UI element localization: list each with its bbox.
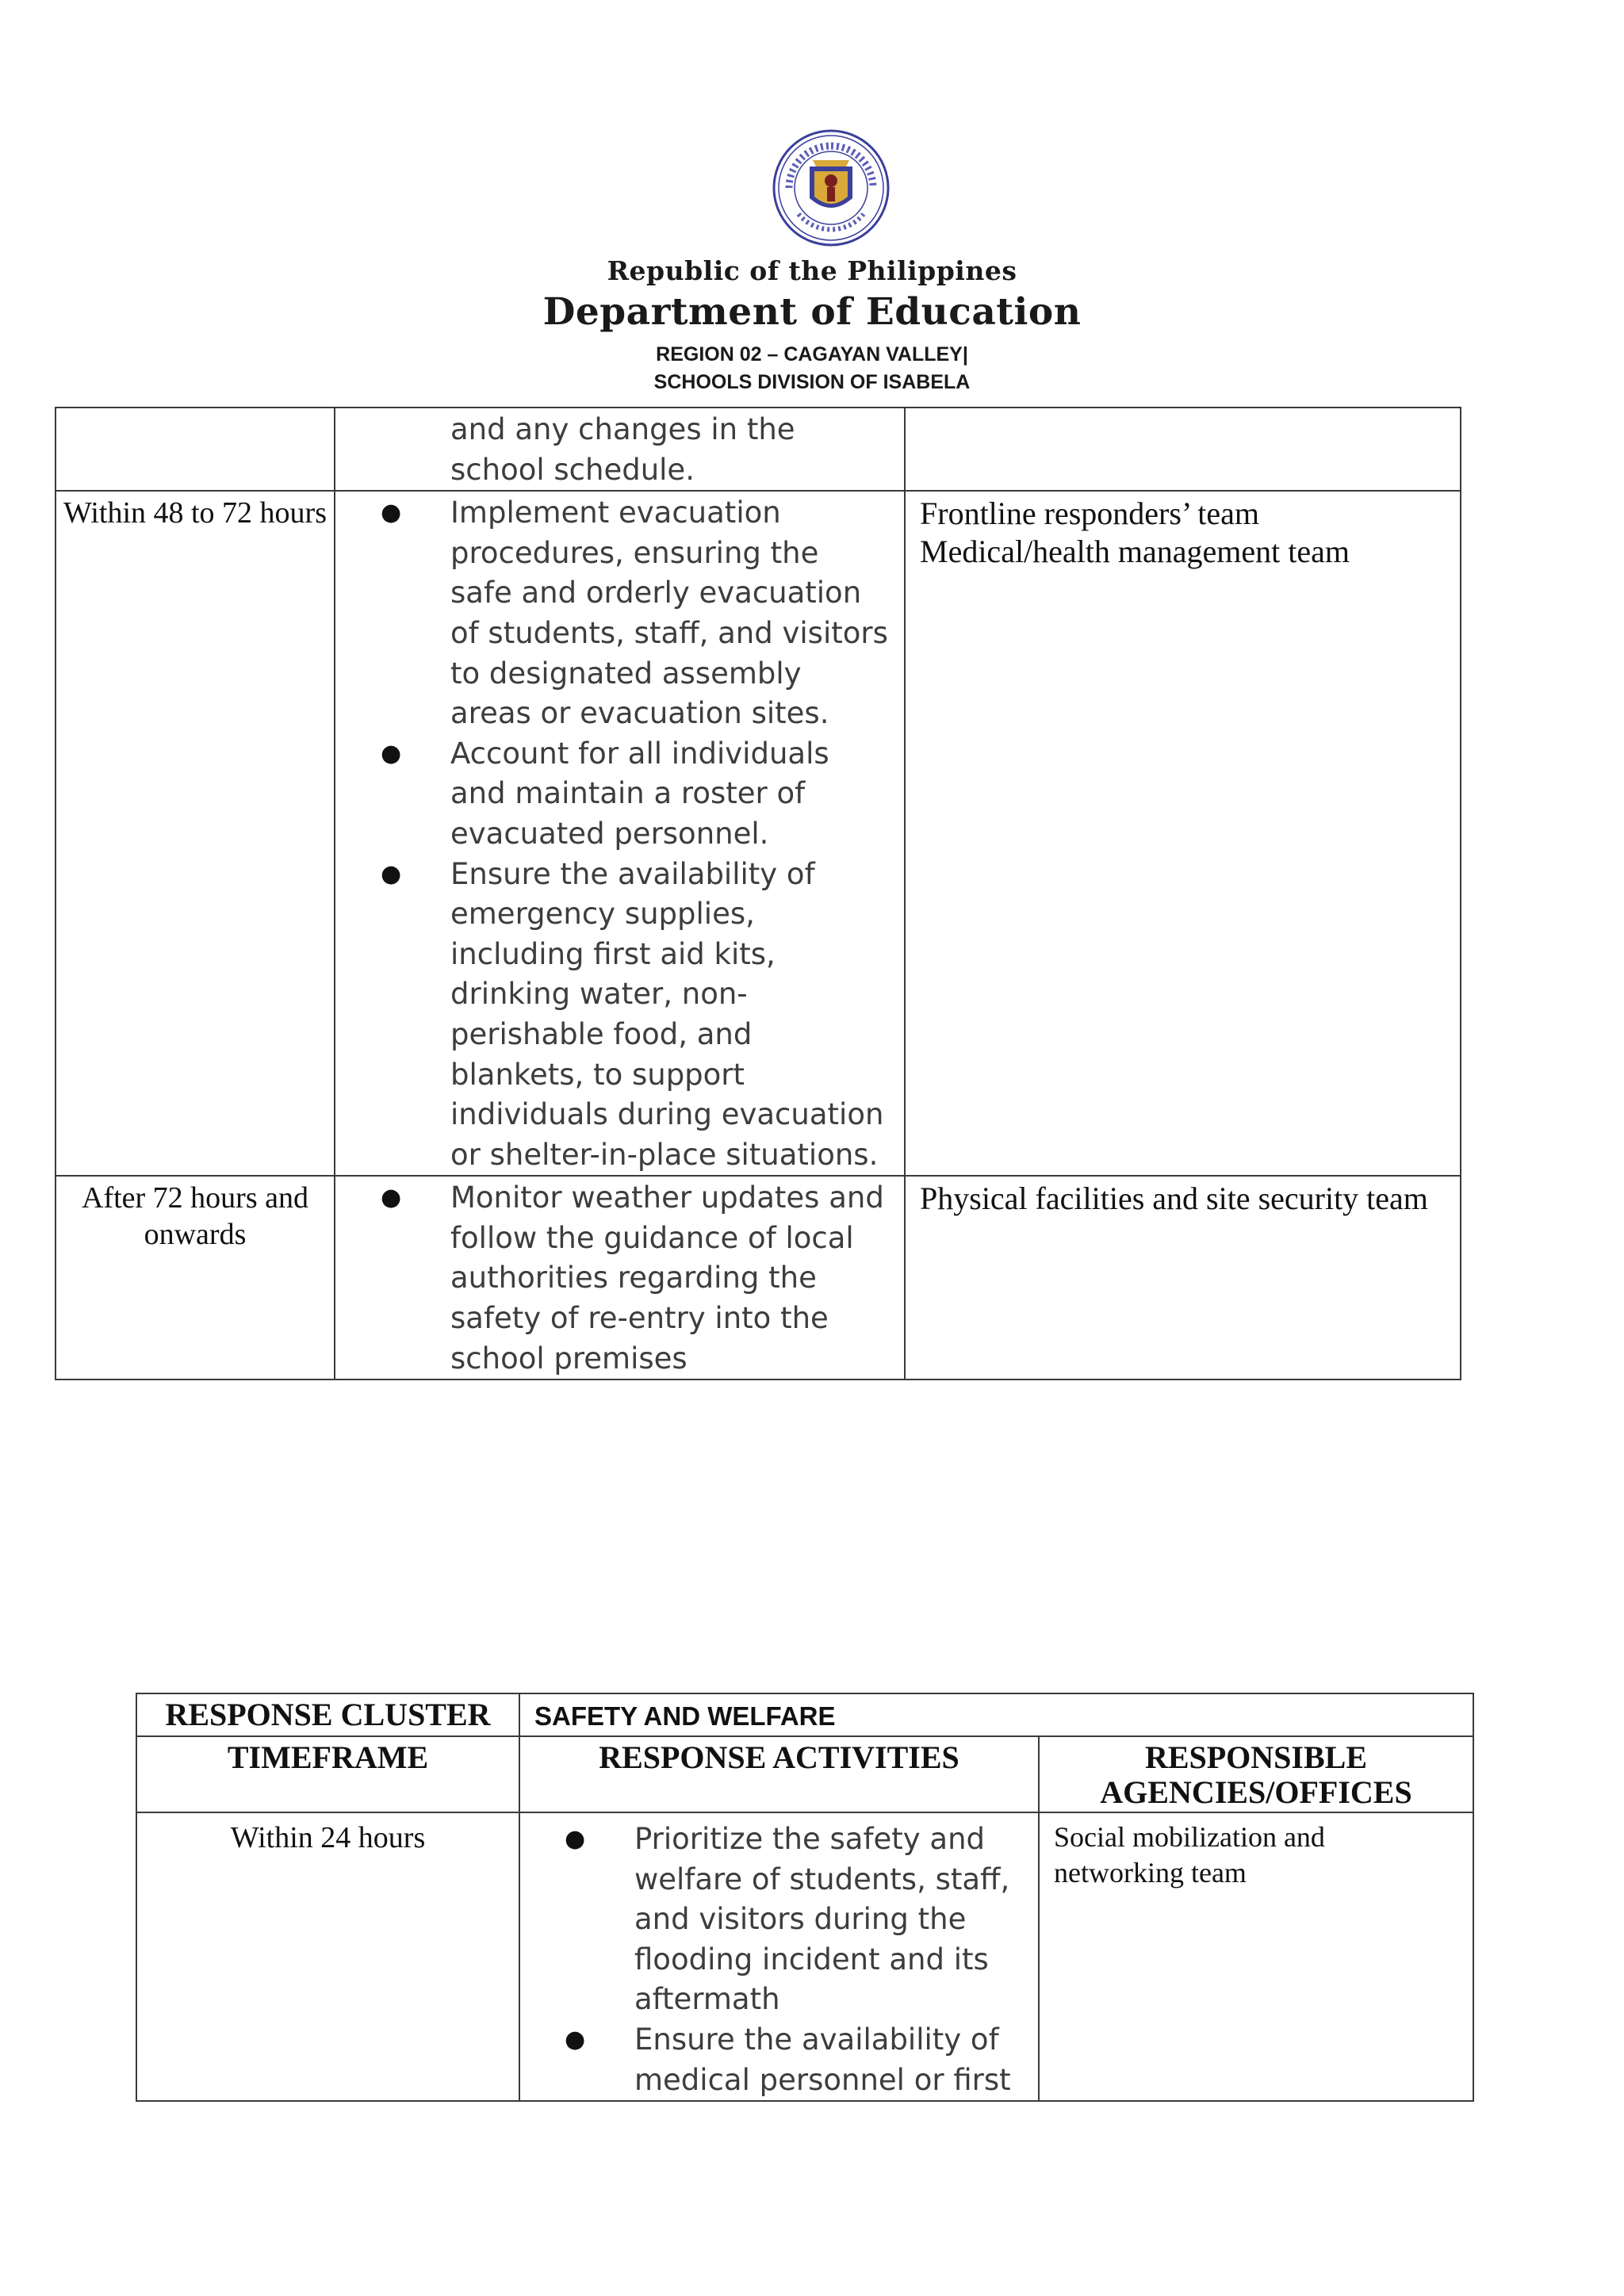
activity-text: Implement evacuation procedures, ensuring the safe and orderly evacuation of students, staff, and visitors to designated assembly areas or evacuation sites. [450, 496, 888, 731]
list-item [381, 855, 888, 1176]
column-header-agencies: RESPONSIBLE AGENCIES/OFFICES [1039, 1736, 1473, 1812]
safety-welfare-table [136, 1693, 1474, 2102]
bullet-icon: ● [565, 1825, 586, 1853]
header-row [136, 1736, 1473, 1812]
deped-seal-logo [757, 128, 905, 247]
agency-cell [905, 408, 1461, 491]
list-item [381, 734, 888, 855]
department-heading: Department of Education [542, 290, 1082, 334]
agency-item: Frontline responders’ team [920, 496, 1260, 532]
table-row [56, 1176, 1461, 1380]
activity-text: Prioritize the safety and welfare of students, staff, and visitors during the flooding incident and its aftermath [634, 1822, 1010, 2017]
republic-heading: Republic of the Philippines [607, 255, 1017, 286]
agency-cell [905, 1176, 1461, 1380]
timeframe-cell [56, 408, 335, 491]
list-item [565, 2020, 1022, 2100]
activity-list [520, 1813, 1038, 2100]
timeframe-cell: Within 48 to 72 hours [56, 491, 335, 1176]
activities-cell [335, 491, 905, 1176]
agency-cell: Social mobilization and networking team [1039, 1812, 1473, 2101]
timeframe-cell: Within 24 hours [136, 1812, 519, 2101]
seal-icon [757, 128, 905, 247]
table-row [56, 491, 1461, 1176]
division-heading: SCHOOLS DIVISION OF ISABELA [653, 371, 971, 393]
bullet-icon: ● [381, 499, 402, 527]
activity-text: Ensure the availability of emergency supplies, including first aid kits, drinking water, non-perishable food, and blankets, to support individuals during evacuation or shelter-in-place situations. [450, 856, 884, 1172]
cluster-label: RESPONSE CLUSTER [136, 1693, 519, 1736]
activity-text: Monitor weather updates and follow the guidance of local authorities regarding the safety of re-entry into the school premises [450, 1181, 884, 1376]
bullet-icon: ● [381, 1184, 402, 1212]
response-table-continued [55, 407, 1461, 1380]
activity-list [335, 492, 904, 1175]
activities-cell [335, 1176, 905, 1380]
table-row [136, 1812, 1473, 2101]
agency-item: Medical/health management team [920, 534, 1350, 570]
column-header-timeframe: TIMEFRAME [136, 1736, 519, 1812]
bullet-icon: ● [565, 2025, 586, 2053]
activity-continuation: and any changes in the school schedule. [450, 412, 795, 487]
column-header-activities: RESPONSE ACTIVITIES [519, 1736, 1039, 1812]
list-item [381, 493, 888, 734]
cluster-value: SAFETY AND WELFARE [519, 1693, 1473, 1736]
list-item [381, 1178, 888, 1379]
timeframe-cell: After 72 hours and onwards [56, 1176, 335, 1380]
table-row [56, 408, 1461, 491]
activities-cell [335, 408, 905, 491]
bullet-icon: ● [381, 859, 402, 888]
agency-cell [905, 491, 1461, 1176]
agency-item: Physical facilities and site security team [920, 1181, 1428, 1217]
list-item [565, 1820, 1022, 2020]
region-heading: REGION 02 – CAGAYAN VALLEY| [656, 343, 968, 365]
activity-list [335, 1177, 904, 1379]
cluster-row [136, 1693, 1473, 1736]
activity-text: Ensure the availability of medical personnel or first [634, 2022, 1011, 2097]
bullet-icon: ● [381, 739, 402, 767]
activities-cell [519, 1812, 1039, 2101]
activity-text: Account for all individuals and maintain a roster of evacuated personnel. [450, 736, 829, 851]
